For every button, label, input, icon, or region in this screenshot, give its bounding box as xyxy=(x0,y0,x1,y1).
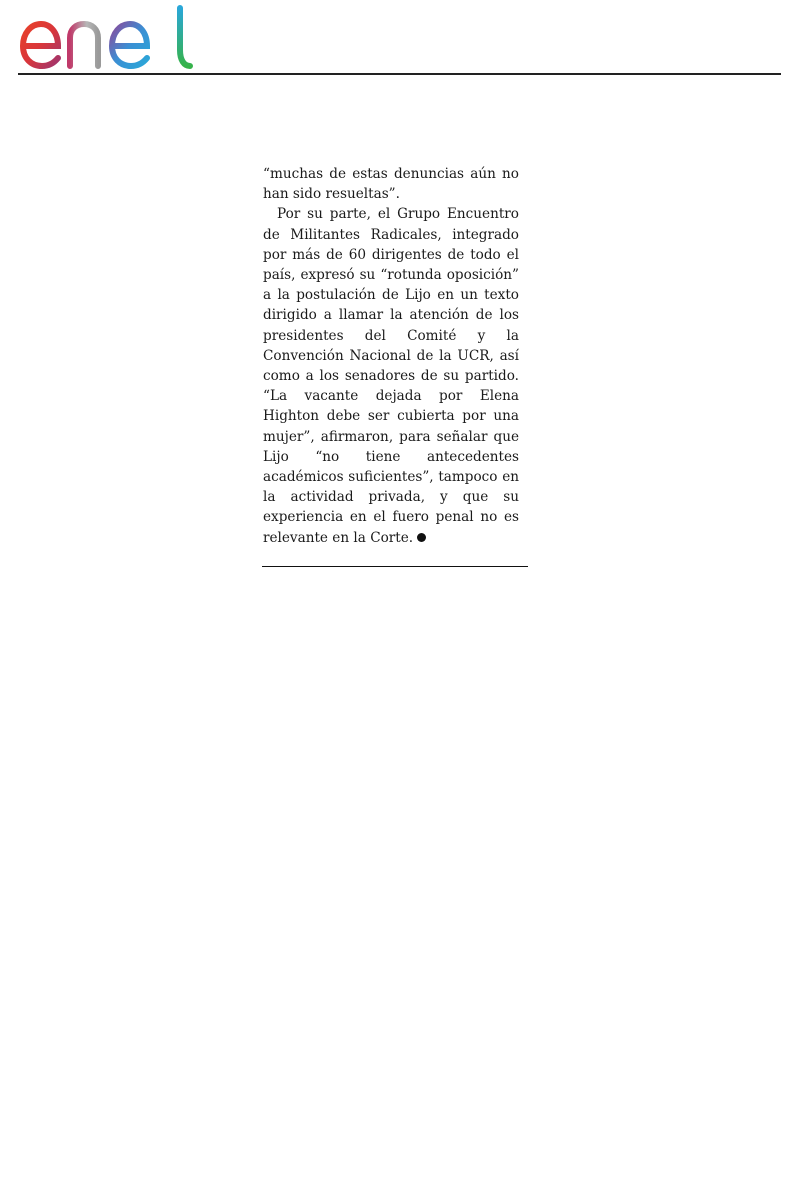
article-paragraph: “muchas de estas denuncias aún no han sido resueltas”. xyxy=(263,166,519,203)
article-end-divider xyxy=(262,566,528,567)
article-paragraph xyxy=(263,204,519,547)
page-header xyxy=(0,0,800,80)
end-of-article-bullet-icon xyxy=(417,533,426,542)
header-divider xyxy=(18,73,781,75)
enel-logo xyxy=(18,4,193,70)
article-paragraph-text: Por su parte, el Grupo Encuentro de Militantes Radicales, integrado por más de 60 dirigentes de todo el país, expresó su “rotunda oposición” a la postulación de Lijo en un texto dirigido a llamar la atención de los presidentes del Comité y la Convención Nacional de la UCR, así como a los senadores de su partido. “La vacante dejada por Elena Highton debe ser cubierta por una mujer”, afirmaron, para señalar que Lijo “no tiene antecedentes académicos suficientes”, tampoco en la actividad privada, y que su experiencia en el fuero penal no es relevante en la Corte. xyxy=(263,206,519,546)
article-text xyxy=(263,164,519,548)
